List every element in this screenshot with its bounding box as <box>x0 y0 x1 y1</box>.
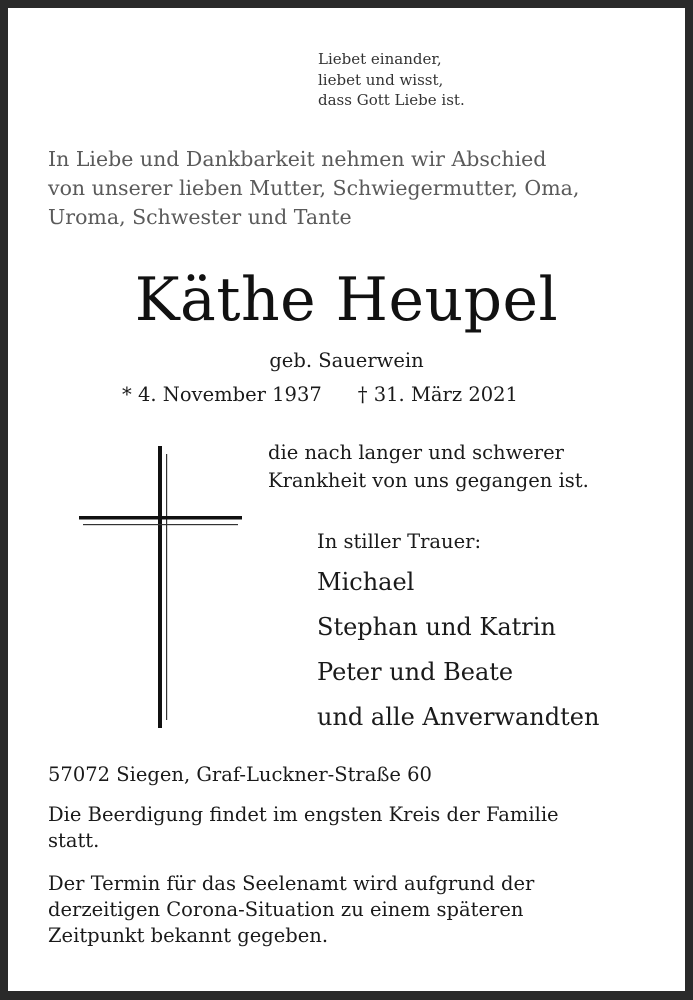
motto-line: dass Gott Liebe ist. <box>318 91 465 109</box>
memorial-line: derzeitigen Corona-Situation zu einem späteren <box>48 898 524 921</box>
intro-line: In Liebe und Dankbarkeit nehmen wir Abschied <box>48 147 547 171</box>
death-date: † 31. März 2021 <box>357 383 518 406</box>
intro-line: Uroma, Schwester und Tante <box>48 205 352 229</box>
life-dates <box>122 381 518 409</box>
family-address: 57072 Siegen, Graf-Luckner-Straße 60 <box>48 763 432 786</box>
motto-line: liebet und wisst, <box>318 70 444 89</box>
funeral-notice <box>48 802 559 854</box>
passing-text <box>268 439 589 495</box>
memorial-line: Zeitpunkt bekannt gegeben. <box>48 924 329 947</box>
passing-line: die nach langer und schwerer <box>268 441 564 464</box>
motto-line: Liebet einander, <box>318 50 442 68</box>
mourner-name: und alle Anverwandten <box>317 703 600 731</box>
passing-line: Krankheit von uns gegangen ist. <box>268 469 589 492</box>
mourner-list <box>317 560 599 740</box>
mourner-name: Stephan und Katrin <box>317 613 556 641</box>
intro-line: von unserer lieben Mutter, Schwiegermutter, Oma, <box>48 176 580 200</box>
funeral-line: statt. <box>48 829 100 852</box>
birth-name: geb. Sauerwein <box>269 349 424 372</box>
mourning-label: In stiller Trauer: <box>317 530 482 553</box>
funeral-line: Die Beerdigung findet im engsten Kreis der Familie <box>48 803 559 826</box>
motto-verse <box>318 49 465 111</box>
intro-text <box>48 145 579 232</box>
cross-icon <box>78 446 244 728</box>
birth-date: * 4. November 1937 <box>122 383 322 406</box>
memorial-notice <box>48 871 534 949</box>
mourner-name: Michael <box>317 568 415 596</box>
memorial-line: Der Termin für das Seelenamt wird aufgrund der <box>48 872 535 895</box>
mourner-name: Peter und Beate <box>317 658 514 686</box>
deceased-name: Käthe Heupel <box>134 265 559 335</box>
